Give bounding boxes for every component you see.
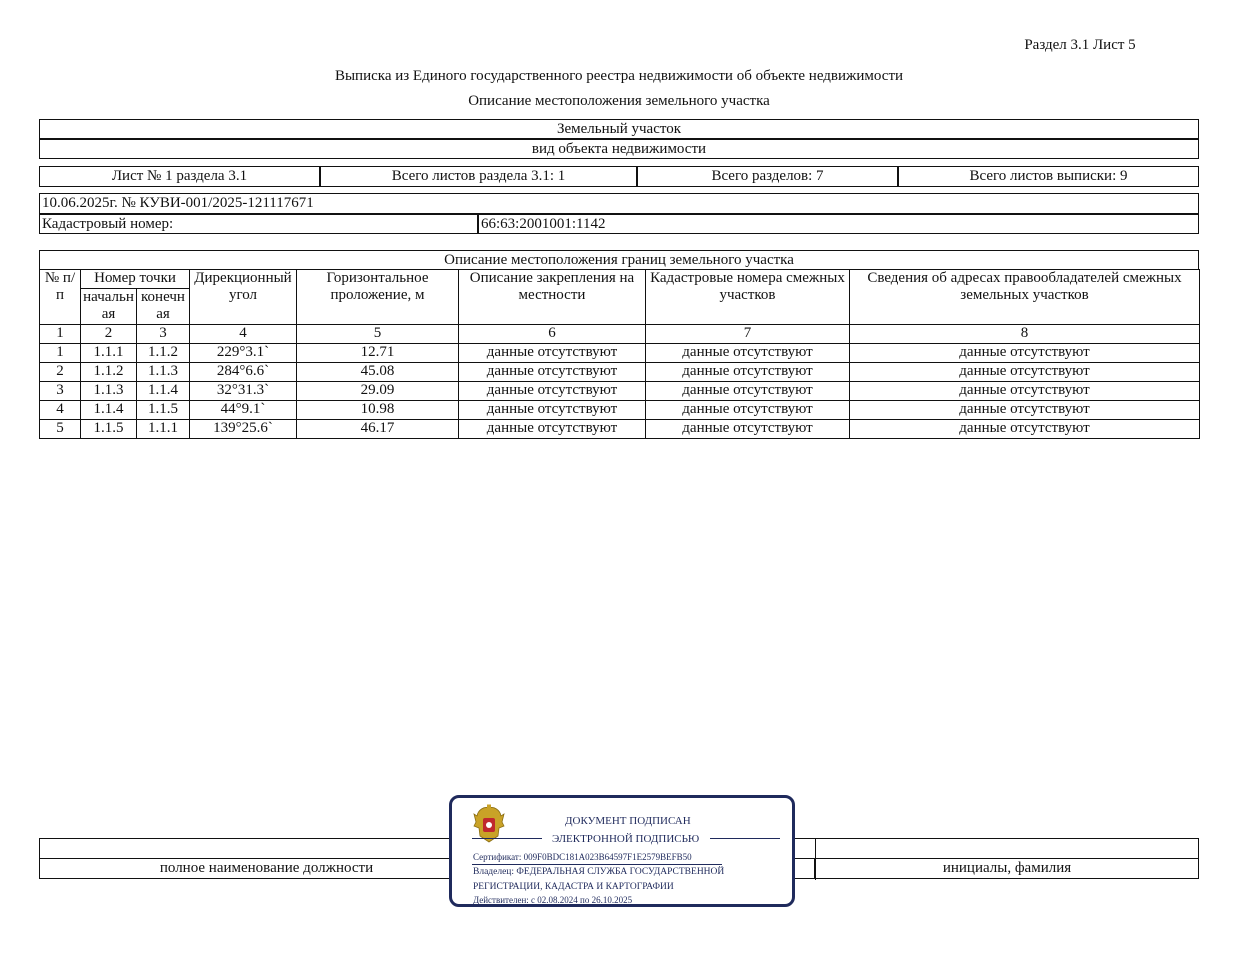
end-point: 1.1.4 <box>137 382 190 401</box>
direction-angle: 44°9.1` <box>190 401 297 420</box>
start-point: 1.1.5 <box>81 420 137 439</box>
stamp-owner1: Владелец: ФЕДЕРАЛЬНАЯ СЛУЖБА ГОСУДАРСТВЕННОЙ <box>473 867 725 877</box>
horizontal-length: 10.98 <box>297 401 459 420</box>
stamp-rule <box>472 838 542 839</box>
row-num: 1 <box>40 344 81 363</box>
stamp-line1: ДОКУМЕНТ ПОДПИСАН <box>565 815 691 827</box>
row-num: 2 <box>40 363 81 382</box>
start-point: 1.1.3 <box>81 382 137 401</box>
total-section-sheets: Всего листов раздела 3.1: 1 <box>320 166 637 187</box>
cadastral-value: 66:63:2001001:1142 <box>478 214 1199 234</box>
horizontal-length: 45.08 <box>297 363 459 382</box>
owner-addresses: данные отсутствуют <box>850 344 1200 363</box>
col-number: 2 <box>81 325 137 344</box>
adjacent-cadastral: данные отсутствуют <box>646 420 850 439</box>
col-number: 3 <box>137 325 190 344</box>
table-row <box>40 382 1200 401</box>
section-sheet-label: Раздел 3.1 Лист 5 <box>1024 37 1136 53</box>
row-num: 3 <box>40 382 81 401</box>
row-num: 4 <box>40 401 81 420</box>
position-caption: полное наименование должности <box>39 858 494 879</box>
stamp-rule <box>472 864 722 865</box>
col-number: 5 <box>297 325 459 344</box>
stamp-owner2: РЕГИСТРАЦИИ, КАДАСТРА И КАРТОГРАФИИ <box>473 882 674 892</box>
fixing-description: данные отсутствуют <box>459 363 646 382</box>
row-num: 5 <box>40 420 81 439</box>
adjacent-cadastral: данные отсутствуют <box>646 382 850 401</box>
header-length: Горизонтальное проложение, м <box>297 270 459 325</box>
owner-addresses: данные отсутствуют <box>850 401 1200 420</box>
horizontal-length: 46.17 <box>297 420 459 439</box>
stamp-valid: Действителен: с 02.08.2024 по 26.10.2025 <box>473 895 633 905</box>
bounds-table <box>39 269 1200 439</box>
header-start-point: начальн ая <box>81 289 137 325</box>
stamp-line2: ЭЛЕКТРОННОЙ ПОДПИСЬЮ <box>552 833 700 845</box>
stamp-cert: Сертификат: 009F0BDC181A023B64597F1E2579BEFB50 <box>473 852 692 862</box>
fixing-description: данные отсутствуют <box>459 420 646 439</box>
e-signature-stamp <box>449 795 795 907</box>
header-point-no: Номер точки <box>81 270 190 289</box>
end-point: 1.1.2 <box>137 344 190 363</box>
cadastral-label: Кадастровый номер: <box>39 214 478 234</box>
adjacent-cadastral: данные отсутствуют <box>646 344 850 363</box>
table-row <box>40 401 1200 420</box>
header-num: № п/п <box>40 270 81 325</box>
start-point: 1.1.4 <box>81 401 137 420</box>
table-row <box>40 344 1200 363</box>
document-subtitle: Описание местоположения земельного участка <box>468 93 770 109</box>
object-type: Земельный участок <box>39 119 1199 139</box>
doc-date-number: 10.06.2025г. № КУВИ-001/2025-121117671 <box>39 193 1199 214</box>
direction-angle: 32°31.3` <box>190 382 297 401</box>
fixing-description: данные отсутствуют <box>459 382 646 401</box>
direction-angle: 139°25.6` <box>190 420 297 439</box>
start-point: 1.1.2 <box>81 363 137 382</box>
sheet-number: Лист № 1 раздела 3.1 <box>39 166 320 187</box>
fixing-description: данные отсутствуют <box>459 401 646 420</box>
cadastral-row <box>39 214 1199 234</box>
table-row <box>40 420 1200 439</box>
sheets-row <box>39 166 1199 187</box>
table-row <box>40 363 1200 382</box>
owner-addresses: данные отсутствуют <box>850 382 1200 401</box>
name-caption: инициалы, фамилия <box>815 858 1199 879</box>
adjacent-cadastral: данные отсутствуют <box>646 363 850 382</box>
header-direction: Дирекционный угол <box>190 270 297 325</box>
col-number: 6 <box>459 325 646 344</box>
end-point: 1.1.1 <box>137 420 190 439</box>
bounds-table-title: Описание местоположения границ земельного участка <box>39 250 1199 270</box>
adjacent-cadastral: данные отсутствуют <box>646 401 850 420</box>
owner-addresses: данные отсутствуют <box>850 420 1200 439</box>
col-number: 4 <box>190 325 297 344</box>
header-adjacent: Кадастровые номера смежных участков <box>646 270 850 325</box>
total-sections: Всего разделов: 7 <box>637 166 898 187</box>
fixing-description: данные отсутствуют <box>459 344 646 363</box>
stamp-rule <box>710 838 780 839</box>
document-title: Выписка из Единого государственного реестра недвижимости об объекте недвижимости <box>334 68 904 84</box>
header-end-point: конечн ая <box>137 289 190 325</box>
total-extract-sheets: Всего листов выписки: 9 <box>898 166 1199 187</box>
emblem-icon <box>472 804 506 846</box>
col-number: 7 <box>646 325 850 344</box>
direction-angle: 229°3.1` <box>190 344 297 363</box>
direction-angle: 284°6.6` <box>190 363 297 382</box>
col-number: 1 <box>40 325 81 344</box>
horizontal-length: 12.71 <box>297 344 459 363</box>
object-type-caption: вид объекта недвижимости <box>39 139 1199 159</box>
footer-divider <box>815 838 816 880</box>
col-number: 8 <box>850 325 1200 344</box>
end-point: 1.1.5 <box>137 401 190 420</box>
horizontal-length: 29.09 <box>297 382 459 401</box>
header-fixing: Описание закрепления на местности <box>459 270 646 325</box>
end-point: 1.1.3 <box>137 363 190 382</box>
owner-addresses: данные отсутствуют <box>850 363 1200 382</box>
header-owners: Сведения об адресах правообладателей смежных земельных участков <box>850 270 1200 325</box>
start-point: 1.1.1 <box>81 344 137 363</box>
